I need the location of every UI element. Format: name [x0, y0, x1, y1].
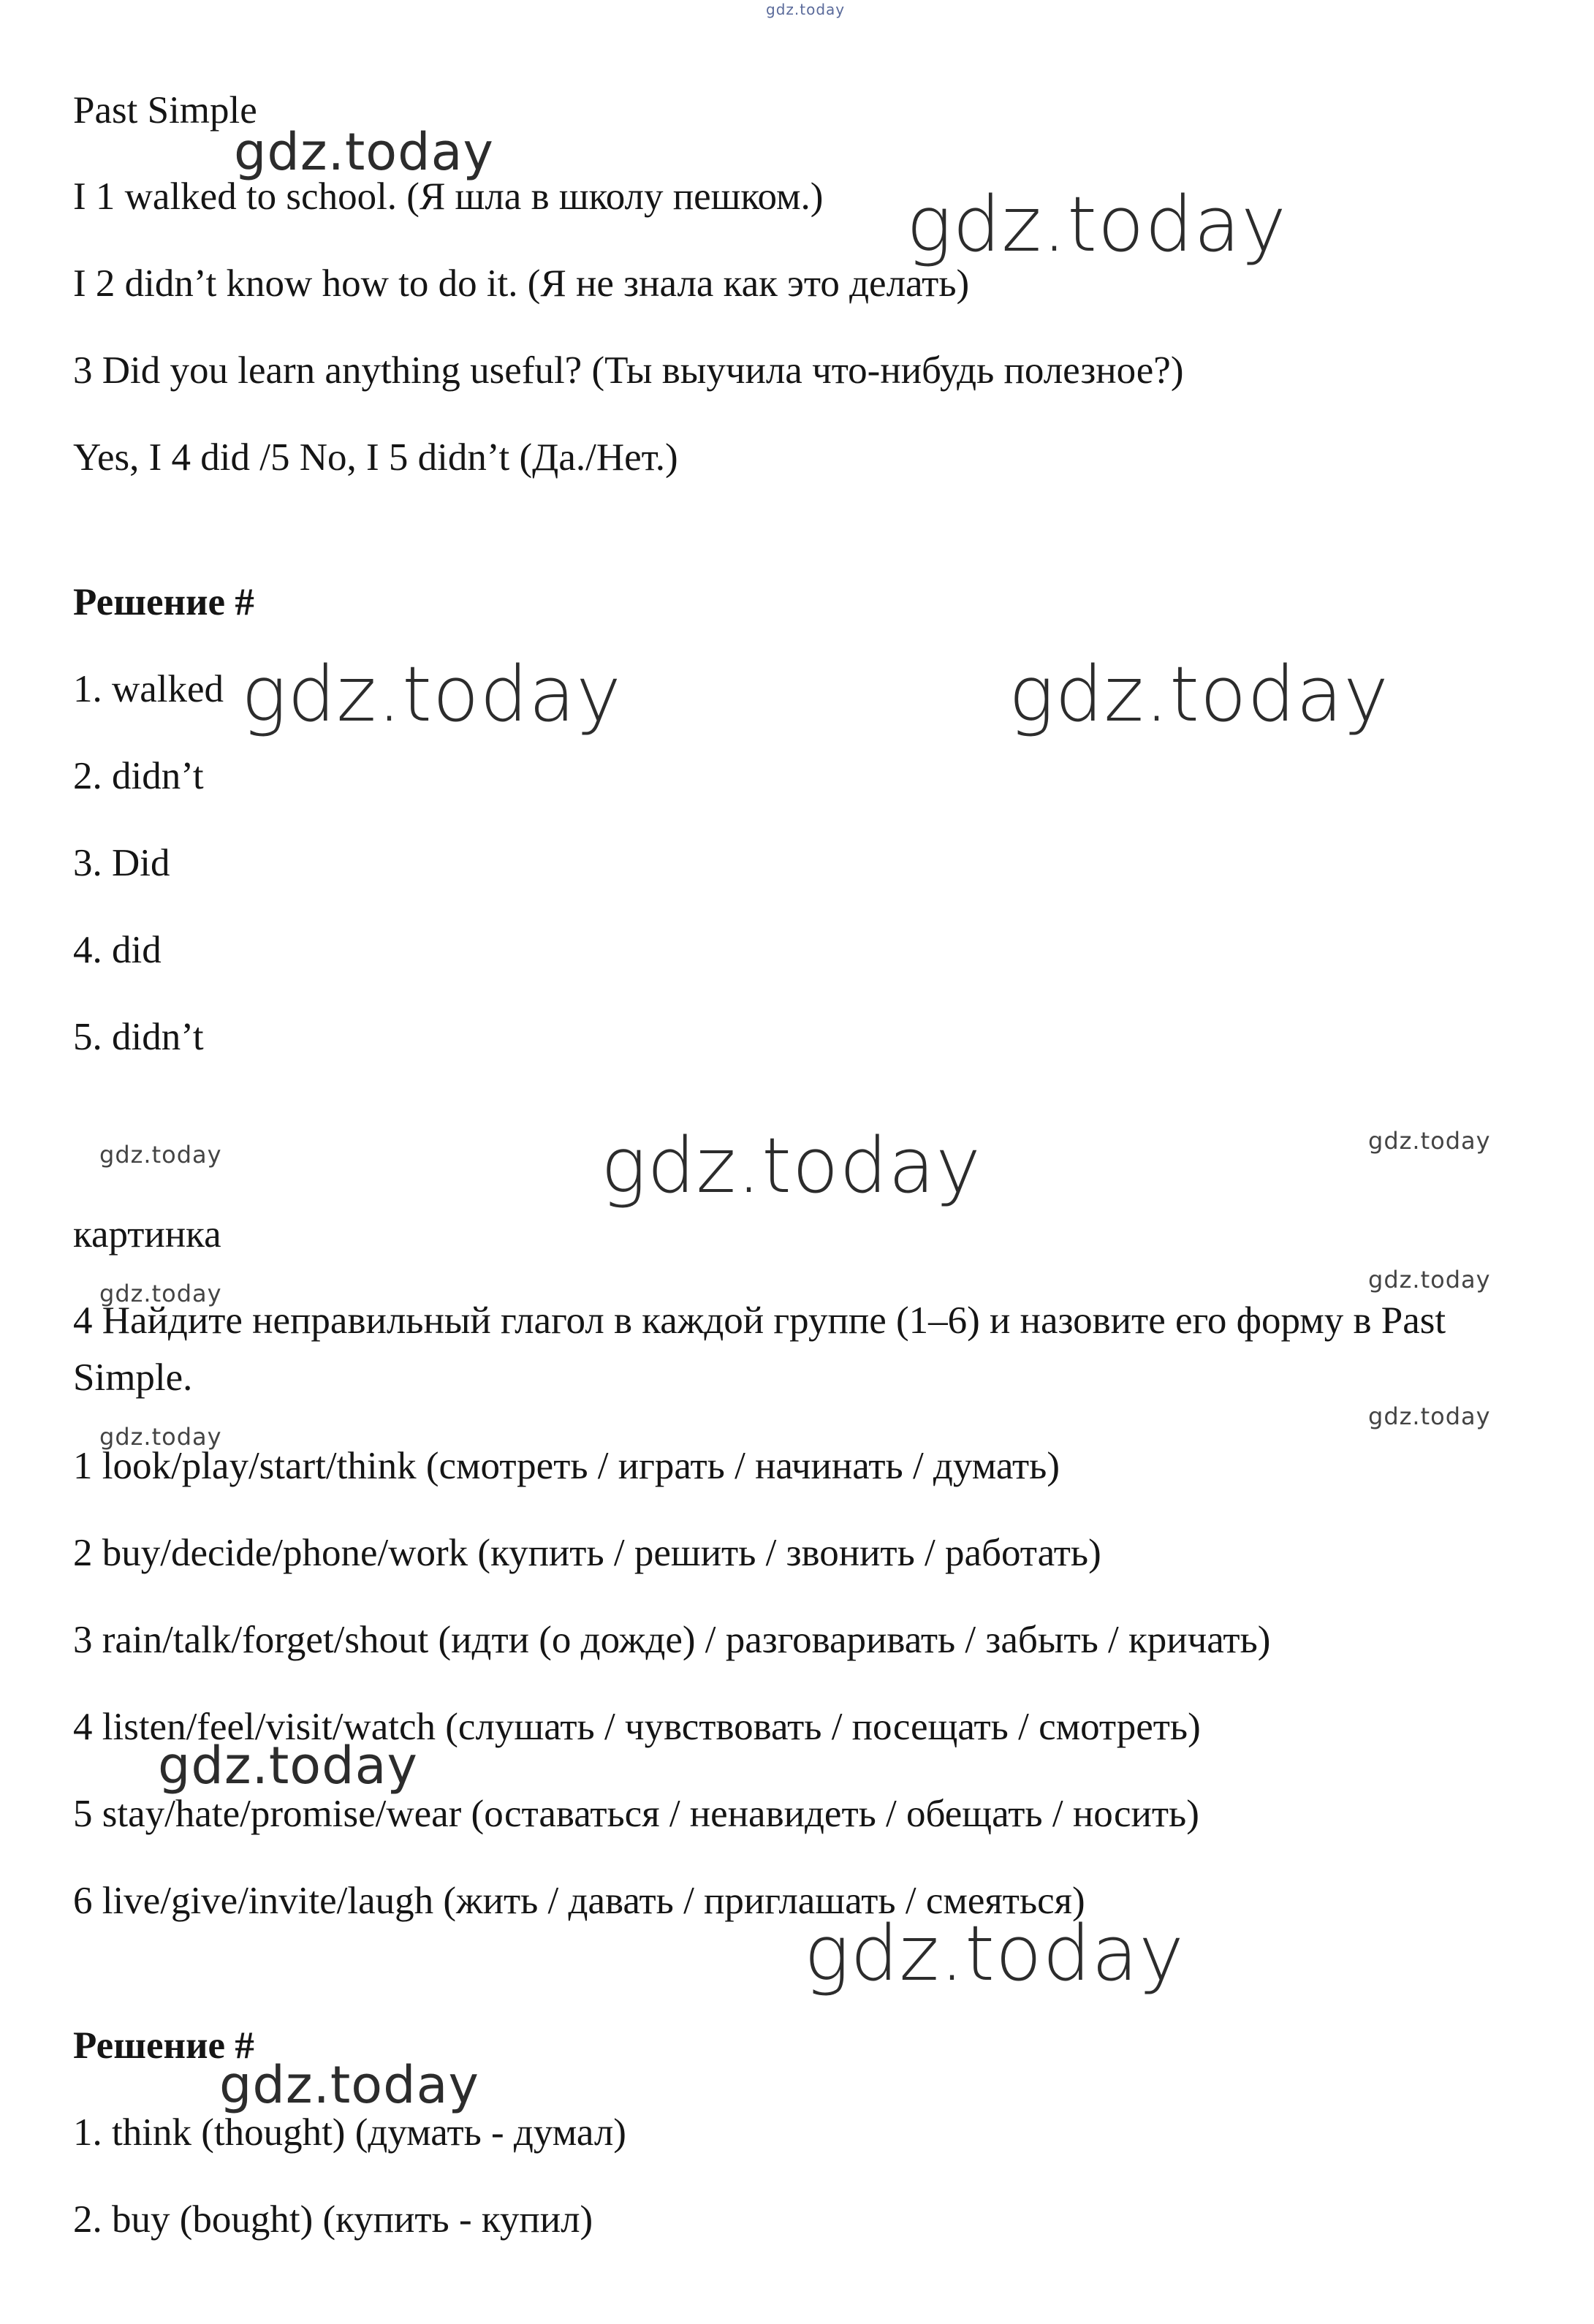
- picture-label: картинка: [73, 1213, 221, 1256]
- watermark: gdz.today: [219, 2055, 479, 2115]
- answer-line: 2. buy (bought) (купить - купил): [73, 2198, 593, 2241]
- answer-line: 4. did: [73, 929, 162, 971]
- watermark: gdz.today: [158, 1736, 418, 1796]
- example-line-3: 3 Did you learn anything useful? (Ты выучила что-нибудь полезное?): [73, 349, 1184, 392]
- watermark: gdz.today: [99, 1280, 222, 1307]
- example-line-4: Yes, I 4 did /5 No, I 5 didn’t (Да./Нет.): [73, 436, 678, 479]
- solution-heading-2: Решение #: [73, 2024, 254, 2067]
- answer-line: 1. think (thought) (думать - думал): [73, 2111, 626, 2154]
- verb-group-2: 2 buy/decide/phone/work (купить / решить / звонить / работать): [73, 1532, 1101, 1574]
- example-line-1: I 1 walked to school. (Я шла в школу пешком.): [73, 175, 824, 218]
- answer-line: 1. walked: [73, 668, 224, 710]
- section-heading-past-simple: Past Simple: [73, 89, 257, 132]
- verb-group-3: 3 rain/talk/forget/shout (идти (о дожде) / разговаривать / забыть / кричать): [73, 1619, 1271, 1661]
- watermark: gdz.today: [601, 1121, 982, 1210]
- watermark: gdz.today: [906, 180, 1287, 269]
- watermark: gdz.today: [766, 1, 846, 18]
- watermark: gdz.today: [234, 122, 494, 182]
- example-line-2: I 2 didn’t know how to do it. (Я не знала как это делать): [73, 262, 970, 305]
- answer-line: 5. didn’t: [73, 1016, 204, 1058]
- answer-line: 3. Did: [73, 842, 170, 884]
- task-instruction: 4 Найдите неправильный глагол в каждой группе (1–6) и назовите его форму в Past Simple.: [73, 1299, 1446, 1399]
- verb-group-6: 6 live/give/invite/laugh (жить / давать / приглашать / смеяться): [73, 1880, 1085, 1922]
- watermark: gdz.today: [99, 1423, 222, 1451]
- answer-line: 2. didn’t: [73, 755, 204, 797]
- watermark: gdz.today: [1368, 1402, 1491, 1430]
- solution-heading-1: Решение #: [73, 581, 254, 623]
- watermark: gdz.today: [1368, 1127, 1491, 1155]
- verb-group-1: 1 look/play/start/think (смотреть / играть / начинать / думать): [73, 1445, 1060, 1487]
- watermark: gdz.today: [99, 1141, 222, 1169]
- verb-group-4: 4 listen/feel/visit/watch (слушать / чувствовать / посещать / смотреть): [73, 1706, 1201, 1748]
- watermark: gdz.today: [1009, 650, 1389, 739]
- verb-group-5: 5 stay/hate/promise/wear (оставаться / ненавидеть / обещать / носить): [73, 1793, 1199, 1835]
- watermark: gdz.today: [241, 650, 622, 739]
- watermark: gdz.today: [1368, 1266, 1491, 1294]
- watermark: gdz.today: [804, 1909, 1185, 1998]
